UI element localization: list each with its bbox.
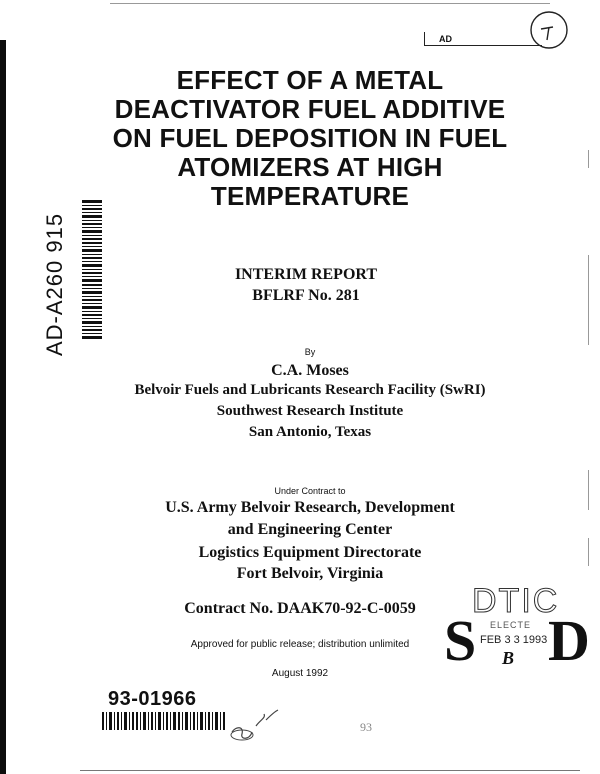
author-org-line: Southwest Research Institute [216, 403, 404, 419]
sponsor-line: Logistics Equipment Directorate [198, 544, 422, 561]
title-line: DEACTIVATOR FUEL ADDITIVE [114, 94, 506, 124]
accession-number: 93-01966 [108, 688, 197, 710]
title-line: TEMPERATURE [210, 181, 410, 211]
horizontal-barcode-icon [102, 712, 228, 730]
document-title [40, 66, 580, 211]
report-number: BFLRF No. 281 [252, 287, 360, 304]
scan-artifact-line [588, 470, 589, 510]
report-type: INTERIM REPORT [234, 266, 378, 283]
title-line: ON FUEL DEPOSITION IN FUEL [112, 123, 508, 153]
handwritten-circle-icon [527, 8, 571, 52]
dtic-stamp [444, 582, 590, 673]
ad-number-box [424, 32, 542, 46]
top-rule [110, 3, 550, 4]
handwritten-initials-icon [226, 706, 282, 744]
stamp-date: FEB 3 3 1993 [480, 634, 548, 646]
sponsor-line: and Engineering Center [227, 521, 393, 538]
scan-artifact-line [588, 255, 589, 345]
stamp-letter-b: B [502, 648, 515, 668]
contract-number: Contract No. DAAK70-92-C-0059 [184, 600, 416, 617]
stamp-electe: ELECTE [490, 620, 532, 630]
vertical-barcode-icon [82, 200, 102, 340]
title-line: ATOMIZERS AT HIGH [177, 152, 443, 182]
author-org-line: San Antonio, Texas [248, 424, 372, 440]
stamp-letter-s: S [444, 608, 477, 673]
under-contract-label: Under Contract to [274, 486, 346, 496]
scan-artifact-line [588, 538, 589, 566]
sponsor-line: U.S. Army Belvoir Research, Development [165, 499, 455, 516]
title-line: EFFECT OF A METAL [176, 65, 444, 95]
faint-mark: 93 [360, 720, 372, 734]
scan-binding-edge [0, 40, 6, 774]
by-label: By [304, 347, 316, 357]
distribution-statement: Approved for public release; distribution unlimited [190, 639, 410, 650]
ad-label: AD [439, 34, 452, 44]
sponsor-line: Fort Belvoir, Virginia [236, 565, 384, 582]
stamp-agency: DTIC [472, 582, 560, 620]
author-org-line: Belvoir Fuels and Lubricants Research Facility (SwRI) [134, 382, 486, 398]
side-accession-code: AD-A260 915 [42, 212, 67, 356]
report-date: August 1992 [271, 668, 329, 679]
bottom-rule [80, 770, 580, 771]
scan-artifact-line [588, 150, 589, 168]
author-name: C.A. Moses [271, 362, 349, 379]
stamp-letter-d: D [548, 608, 590, 673]
